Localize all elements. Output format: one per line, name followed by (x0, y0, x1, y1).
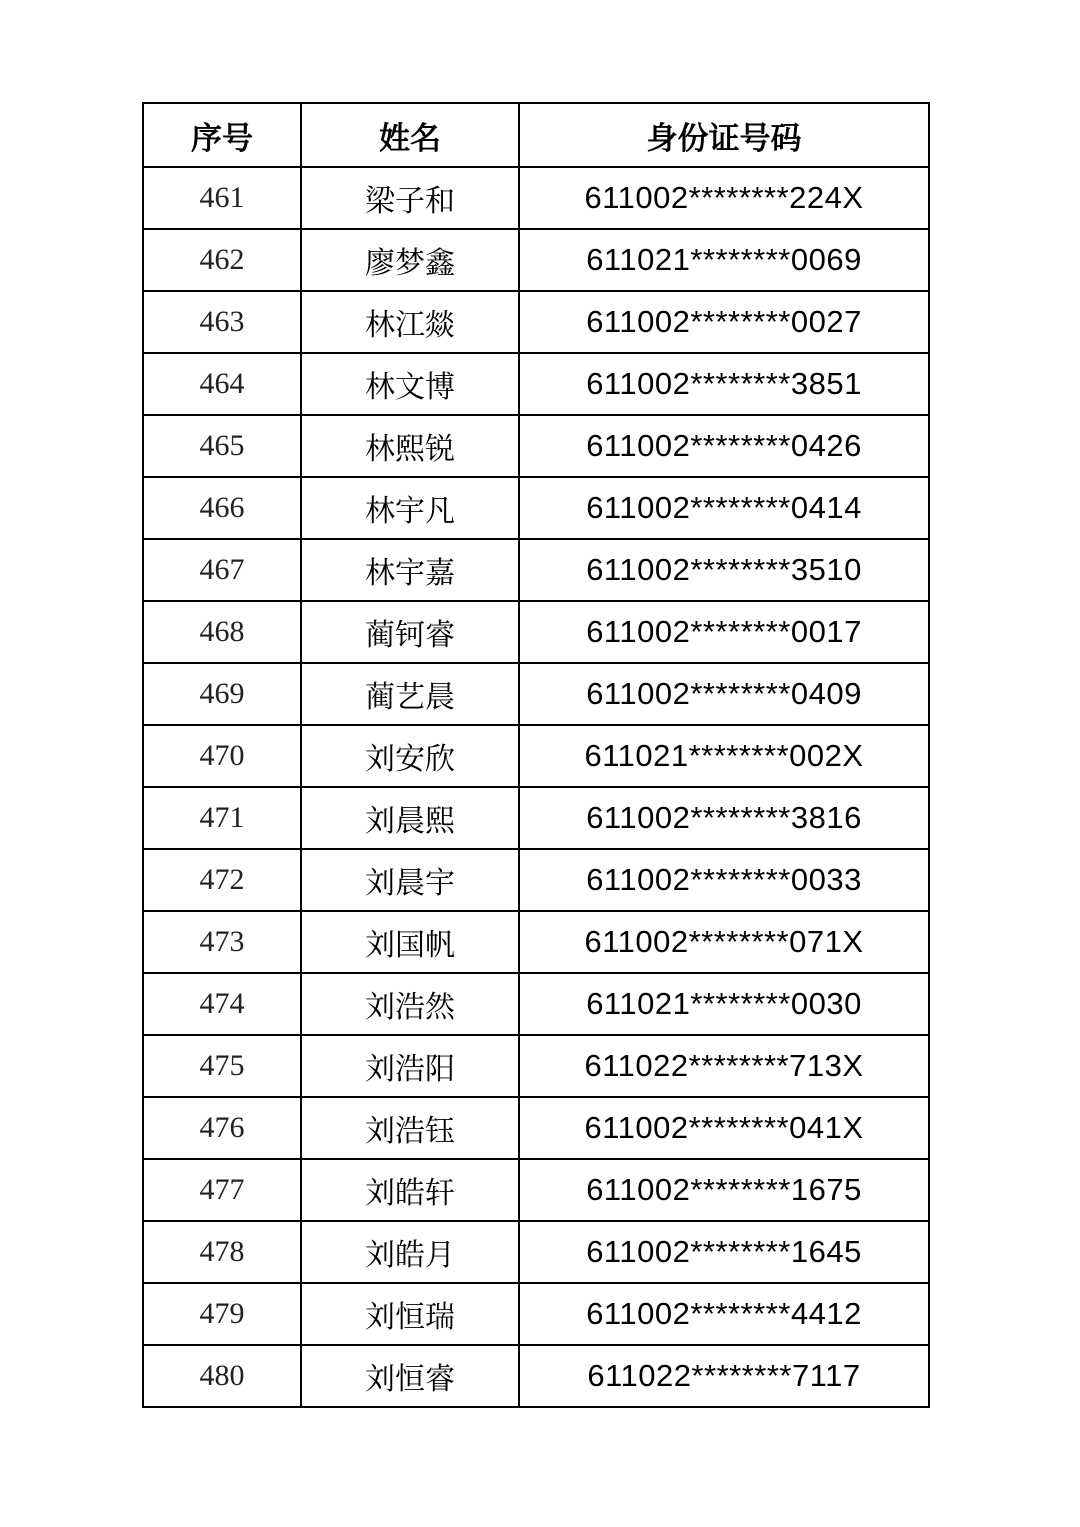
name-cell: 林江燚 (301, 291, 519, 353)
id-number-cell: 611002********071X (519, 911, 929, 973)
table-body (143, 167, 929, 1407)
name-cell: 刘晨熙 (301, 787, 519, 849)
name-cell: 刘国帆 (301, 911, 519, 973)
table-row (143, 787, 929, 849)
seq-cell: 478 (143, 1221, 301, 1283)
name-cell: 刘皓月 (301, 1221, 519, 1283)
table-row (143, 229, 929, 291)
seq-cell: 474 (143, 973, 301, 1035)
table-header (143, 103, 929, 167)
seq-cell: 464 (143, 353, 301, 415)
table-row (143, 539, 929, 601)
seq-cell: 473 (143, 911, 301, 973)
table-row (143, 1159, 929, 1221)
table-row (143, 663, 929, 725)
table-row (143, 849, 929, 911)
seq-cell: 475 (143, 1035, 301, 1097)
name-cell: 林熙锐 (301, 415, 519, 477)
id-number-cell: 611002********0414 (519, 477, 929, 539)
name-cell: 刘恒瑞 (301, 1283, 519, 1345)
name-cell: 刘安欣 (301, 725, 519, 787)
name-cell: 廖梦鑫 (301, 229, 519, 291)
table-row (143, 911, 929, 973)
seq-cell: 470 (143, 725, 301, 787)
name-cell: 林宇凡 (301, 477, 519, 539)
seq-cell: 462 (143, 229, 301, 291)
id-number-cell: 611002********0033 (519, 849, 929, 911)
seq-cell: 465 (143, 415, 301, 477)
id-number-cell: 611002********3851 (519, 353, 929, 415)
name-cell: 刘恒睿 (301, 1345, 519, 1407)
id-number-cell: 611021********0069 (519, 229, 929, 291)
id-number-cell: 611002********0017 (519, 601, 929, 663)
header-row (143, 103, 929, 167)
seq-cell: 469 (143, 663, 301, 725)
seq-cell: 467 (143, 539, 301, 601)
id-number-cell: 611002********0409 (519, 663, 929, 725)
seq-cell: 479 (143, 1283, 301, 1345)
header-seq: 序号 (143, 103, 301, 167)
name-cell: 刘皓轩 (301, 1159, 519, 1221)
name-cell: 刘晨宇 (301, 849, 519, 911)
seq-cell: 480 (143, 1345, 301, 1407)
table-row (143, 477, 929, 539)
table-row (143, 415, 929, 477)
seq-cell: 468 (143, 601, 301, 663)
table-row (143, 973, 929, 1035)
id-number-cell: 611022********713X (519, 1035, 929, 1097)
id-number-cell: 611002********041X (519, 1097, 929, 1159)
name-cell: 林宇嘉 (301, 539, 519, 601)
seq-cell: 472 (143, 849, 301, 911)
seq-cell: 471 (143, 787, 301, 849)
seq-cell: 461 (143, 167, 301, 229)
id-number-cell: 611002********3510 (519, 539, 929, 601)
header-id-number: 身份证号码 (519, 103, 929, 167)
id-number-cell: 611002********4412 (519, 1283, 929, 1345)
id-number-cell: 611002********1675 (519, 1159, 929, 1221)
id-number-cell: 611002********0426 (519, 415, 929, 477)
id-number-cell: 611002********3816 (519, 787, 929, 849)
name-cell: 刘浩然 (301, 973, 519, 1035)
id-number-cell: 611022********7117 (519, 1345, 929, 1407)
table-row (143, 353, 929, 415)
table-row (143, 291, 929, 353)
id-number-cell: 611021********002X (519, 725, 929, 787)
name-cell: 林文博 (301, 353, 519, 415)
id-number-cell: 611002********0027 (519, 291, 929, 353)
roster-table (142, 102, 930, 1408)
table-row (143, 1283, 929, 1345)
name-cell: 蔺钶睿 (301, 601, 519, 663)
id-number-cell: 611021********0030 (519, 973, 929, 1035)
table-row (143, 601, 929, 663)
id-number-cell: 611002********224X (519, 167, 929, 229)
table-row (143, 1097, 929, 1159)
header-name: 姓名 (301, 103, 519, 167)
seq-cell: 466 (143, 477, 301, 539)
seq-cell: 476 (143, 1097, 301, 1159)
seq-cell: 477 (143, 1159, 301, 1221)
table-row (143, 1345, 929, 1407)
table-row (143, 725, 929, 787)
id-number-cell: 611002********1645 (519, 1221, 929, 1283)
table-row (143, 1221, 929, 1283)
name-cell: 刘浩钰 (301, 1097, 519, 1159)
seq-cell: 463 (143, 291, 301, 353)
table-row (143, 1035, 929, 1097)
table-row (143, 167, 929, 229)
name-cell: 蔺艺晨 (301, 663, 519, 725)
name-cell: 刘浩阳 (301, 1035, 519, 1097)
name-cell: 梁子和 (301, 167, 519, 229)
